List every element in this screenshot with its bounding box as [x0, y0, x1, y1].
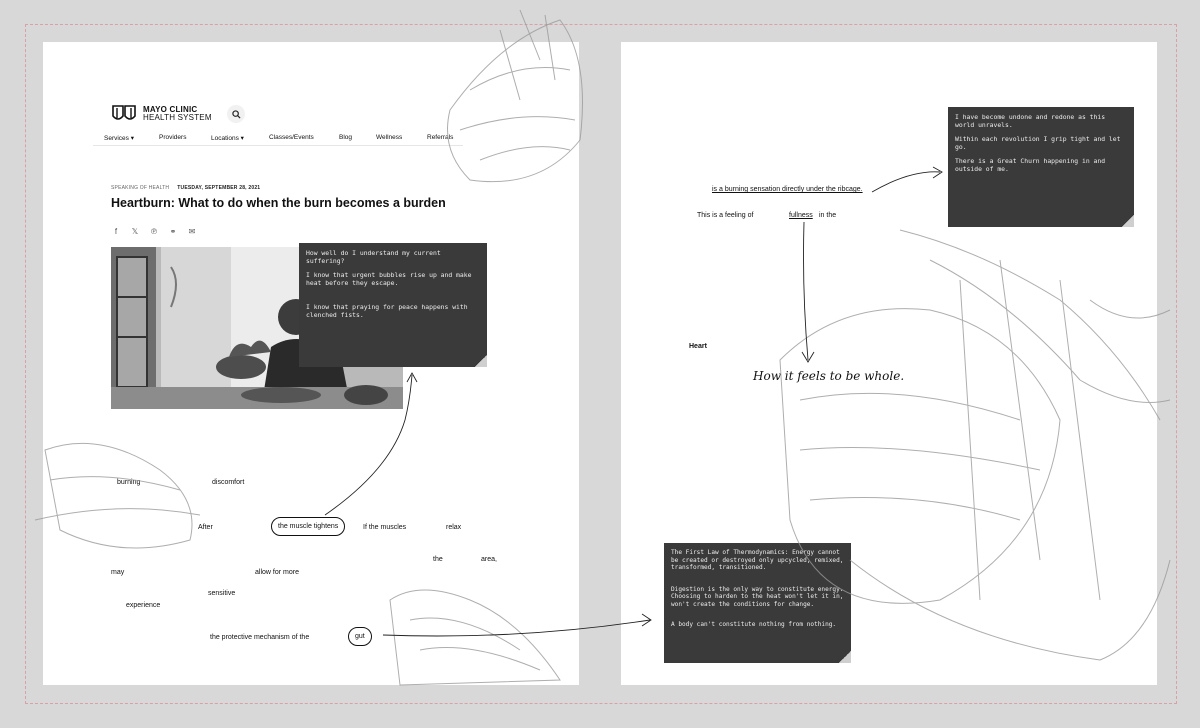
bottom-note-line: A body can't constitute nothing from nothing.: [671, 620, 837, 628]
search-icon: [232, 110, 241, 119]
top-right-note-card: [948, 107, 1134, 227]
photo-note-card: [299, 243, 487, 367]
word-area: area,: [481, 556, 497, 563]
word-fullness: fullness: [789, 212, 813, 219]
word-in-the: in the: [819, 212, 837, 219]
nav-referrals[interactable]: Referrals: [427, 134, 454, 141]
bottom-note-line: Digestion is the only way to constitute energy. Choosing to harden to the heat won't let it in, won't create the conditions for change.: [671, 585, 844, 608]
word-allow: allow for more: [255, 569, 299, 576]
search-button[interactable]: [227, 105, 245, 123]
word-gut: gut: [348, 627, 372, 646]
nav-services[interactable]: Services ▾: [104, 135, 134, 142]
top-note-line: There is a Great Churn happening in and outside of me.: [955, 157, 1106, 173]
word-the: the: [433, 556, 443, 563]
nav-locations[interactable]: Locations ▾: [211, 135, 244, 142]
word-experience: experience: [126, 602, 161, 609]
article-eyebrow: [111, 185, 260, 191]
share-bar: [111, 226, 197, 236]
link-icon[interactable]: ⚭: [169, 226, 177, 236]
top-note-line: Within each revolution I grip tight and let go.: [955, 135, 1121, 151]
nav-blog[interactable]: Blog: [339, 134, 353, 141]
bottom-note-line: The First Law of Thermodynamics: Energy cannot be created or destroyed only upcycled, remixed, transformed, transitioned.: [671, 549, 844, 572]
handwritten-whole: How it feels to be whole.: [753, 369, 905, 383]
nav-divider: [93, 145, 463, 146]
page-curl: [1122, 215, 1134, 227]
photo-note-line: How well do I understand my current suffering?: [306, 249, 441, 265]
nav-classes-events[interactable]: Classes/Events: [269, 134, 314, 141]
word-may: may: [111, 569, 125, 576]
spread-gutter: [579, 42, 621, 685]
left-page: [43, 42, 579, 685]
photo-note-line: I know that praying for peace happens with clenched fists.: [306, 303, 468, 319]
facebook-icon[interactable]: f: [114, 226, 118, 236]
page-curl: [475, 355, 487, 367]
bottom-note-card: [664, 543, 851, 663]
word-discomfort: discomfort: [212, 479, 245, 486]
word-heart: Heart: [689, 343, 707, 350]
word-if-muscles: If the muscles: [363, 524, 407, 531]
site-logo[interactable]: [111, 104, 212, 124]
x-twitter-icon[interactable]: 𝕏: [131, 226, 139, 236]
main-nav: [104, 134, 467, 142]
email-icon[interactable]: ✉: [188, 226, 196, 236]
mayo-shield-icon: [111, 104, 137, 124]
word-burning-sensation: is a burning sensation directly under the ribcage.: [712, 186, 863, 193]
logo-line2: HEALTH SYSTEM: [143, 113, 212, 122]
word-protective: the protective mechanism of the: [210, 634, 310, 641]
word-muscle-tightens: the muscle tightens: [271, 517, 345, 536]
nav-wellness[interactable]: Wellness: [376, 134, 403, 141]
logo-text: [143, 106, 212, 122]
pinterest-icon[interactable]: ℗: [151, 226, 157, 236]
eyebrow-category[interactable]: SPEAKING OF HEALTH: [111, 185, 170, 191]
article-title: Heartburn: What to do when the burn becomes a burden: [111, 196, 446, 210]
page-curl: [839, 651, 851, 663]
top-note-line: I have become undone and redone as this world unravels.: [955, 113, 1106, 129]
nav-providers[interactable]: Providers: [159, 134, 187, 141]
word-burning: burning: [117, 479, 141, 486]
word-after: After: [198, 524, 213, 531]
photo-note-line: I know that urgent bubbles rise up and make heat before they escape.: [306, 271, 472, 287]
word-relax: relax: [446, 524, 462, 531]
eyebrow-date: TUESDAY, SEPTEMBER 28, 2021: [177, 185, 261, 191]
logo-line1: MAYO CLINIC: [143, 105, 198, 114]
word-feeling-of: This is a feeling of: [697, 212, 754, 219]
word-sensitive: sensitive: [208, 590, 236, 597]
